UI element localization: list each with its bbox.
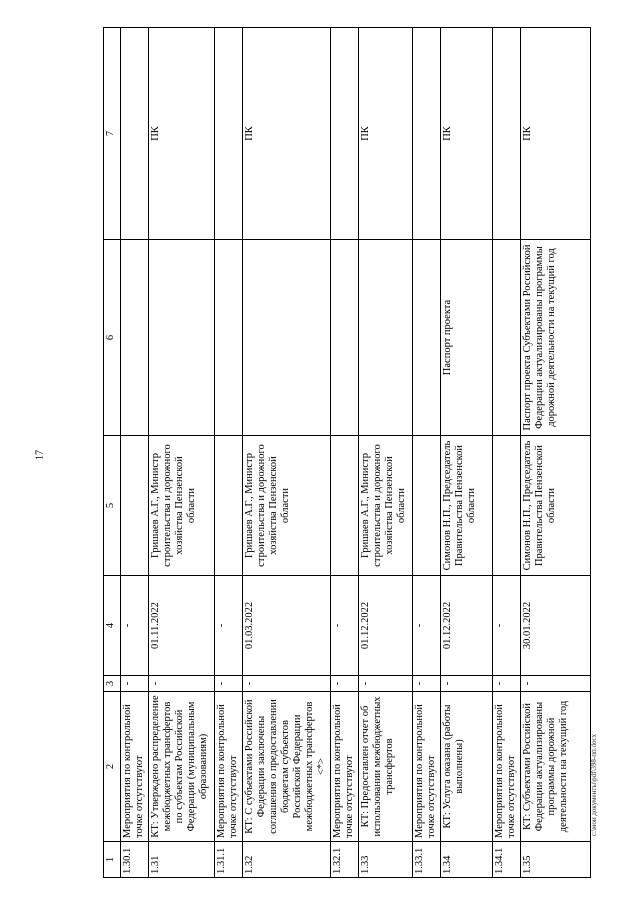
row-responsible: Гришаев А.Г., Министр строительства и дорожного хозяйства Пензенской области xyxy=(149,436,215,576)
row-date: - xyxy=(331,576,359,676)
row-document xyxy=(243,240,331,436)
row-name: Мероприятия по контрольной точке отсутствуют xyxy=(413,692,441,842)
row-date: - xyxy=(413,576,441,676)
row-name: Мероприятия по контрольной точке отсутствуют xyxy=(331,692,359,842)
row-date: 01.03.2022 xyxy=(243,576,331,676)
row-name: КТ: Услуга оказана (работы выполнены) xyxy=(441,692,493,842)
table-row xyxy=(215,28,243,878)
table-row xyxy=(243,28,331,878)
row-name: Мероприятия по контрольной точке отсутствуют xyxy=(493,692,521,842)
footer-file-path: c:\мои документы\pdf\398-пп.docx xyxy=(590,733,598,837)
row-responsible xyxy=(493,436,521,576)
table-row xyxy=(493,28,521,878)
row-name: КТ: Предоставлен отчет об использовании межбюджетных трансфертов xyxy=(359,692,413,842)
control-points-table xyxy=(103,27,591,878)
row-document xyxy=(121,240,149,436)
row-responsible xyxy=(215,436,243,576)
row-document xyxy=(493,240,521,436)
row-number: 1.30.1 xyxy=(121,842,149,878)
row-type xyxy=(215,28,243,240)
rotated-table-container xyxy=(103,28,578,878)
row-document xyxy=(215,240,243,436)
row-name: КТ: Утверждено распределение межбюджетных трансфертов по субъектам Российской Федерации (муниципальным образованиям) xyxy=(149,692,215,842)
row-name: Мероприятия по контрольной точке отсутствуют xyxy=(121,692,149,842)
row-date: - xyxy=(215,576,243,676)
row-col3: - xyxy=(149,676,215,692)
row-number: 1.34.1 xyxy=(493,842,521,878)
row-responsible: Гришаев А.Г., Министр строительства и дорожного хозяйства Пензенской области xyxy=(243,436,331,576)
row-responsible: Гришаев А.Г., Министр строительства и дорожного хозяйства Пензенской области xyxy=(359,436,413,576)
row-number: 1.32 xyxy=(243,842,331,878)
row-type: ПК xyxy=(521,28,591,240)
row-number: 1.34 xyxy=(441,842,493,878)
row-type xyxy=(493,28,521,240)
row-responsible: Симонов Н.П., Председатель Правительства Пензенской области xyxy=(521,436,591,576)
row-name: КТ: С субъектами Российской Федерации заключены соглашения о предоставлении бюджетам субъектов Российской Федерации межбюджетных трансфертов <*> xyxy=(243,692,331,842)
row-name: КТ: Субъектами Российской Федерации актуализированы программы дорожной деятельности на текущий год xyxy=(521,692,591,842)
row-col3: - xyxy=(521,676,591,692)
table-row xyxy=(521,28,591,878)
row-number: 1.33.1 xyxy=(413,842,441,878)
row-col3: - xyxy=(215,676,243,692)
row-number: 1.33 xyxy=(359,842,413,878)
table-row xyxy=(149,28,215,878)
row-document xyxy=(331,240,359,436)
column-header: 7 xyxy=(104,28,121,240)
row-document: Паспорт проекта xyxy=(441,240,493,436)
row-type: ПК xyxy=(441,28,493,240)
row-type: ПК xyxy=(243,28,331,240)
row-number: 1.35 xyxy=(521,842,591,878)
page-number: 17 xyxy=(34,450,46,460)
row-date: 30.01.2022 xyxy=(521,576,591,676)
table-header-row xyxy=(104,28,121,878)
row-document xyxy=(149,240,215,436)
column-header: 5 xyxy=(104,436,121,576)
row-responsible xyxy=(331,436,359,576)
row-name: Мероприятия по контрольной точке отсутствуют xyxy=(215,692,243,842)
row-col3: - xyxy=(243,676,331,692)
row-responsible: Симонов Н.П., Председатель Правительства Пензенской области xyxy=(441,436,493,576)
row-date: 01.12.2022 xyxy=(441,576,493,676)
row-document: Паспорт проекта Субъектами Российской Федерации актуализированы программы дорожной деятельности на текущий год xyxy=(521,240,591,436)
row-col3: - xyxy=(493,676,521,692)
row-document xyxy=(359,240,413,436)
table-row xyxy=(413,28,441,878)
row-date: 01.12.2022 xyxy=(359,576,413,676)
column-header: 4 xyxy=(104,576,121,676)
table-row xyxy=(359,28,413,878)
row-col3: - xyxy=(441,676,493,692)
row-number: 1.31 xyxy=(149,842,215,878)
column-header: 6 xyxy=(104,240,121,436)
row-col3: - xyxy=(121,676,149,692)
row-type: ПК xyxy=(359,28,413,240)
row-responsible xyxy=(413,436,441,576)
column-header: 2 xyxy=(104,692,121,842)
column-header: 1 xyxy=(104,842,121,878)
row-type xyxy=(413,28,441,240)
row-number: 1.32.1 xyxy=(331,842,359,878)
row-col3: - xyxy=(413,676,441,692)
row-responsible xyxy=(121,436,149,576)
row-col3: - xyxy=(331,676,359,692)
row-type xyxy=(331,28,359,240)
row-date: - xyxy=(121,576,149,676)
row-number: 1.31.1 xyxy=(215,842,243,878)
row-date: 01.11.2022 xyxy=(149,576,215,676)
table-row xyxy=(441,28,493,878)
table-row xyxy=(331,28,359,878)
row-type: ПК xyxy=(149,28,215,240)
row-type xyxy=(121,28,149,240)
row-col3: - xyxy=(359,676,413,692)
column-header: 3 xyxy=(104,676,121,692)
row-date: - xyxy=(493,576,521,676)
row-document xyxy=(413,240,441,436)
table-row xyxy=(121,28,149,878)
